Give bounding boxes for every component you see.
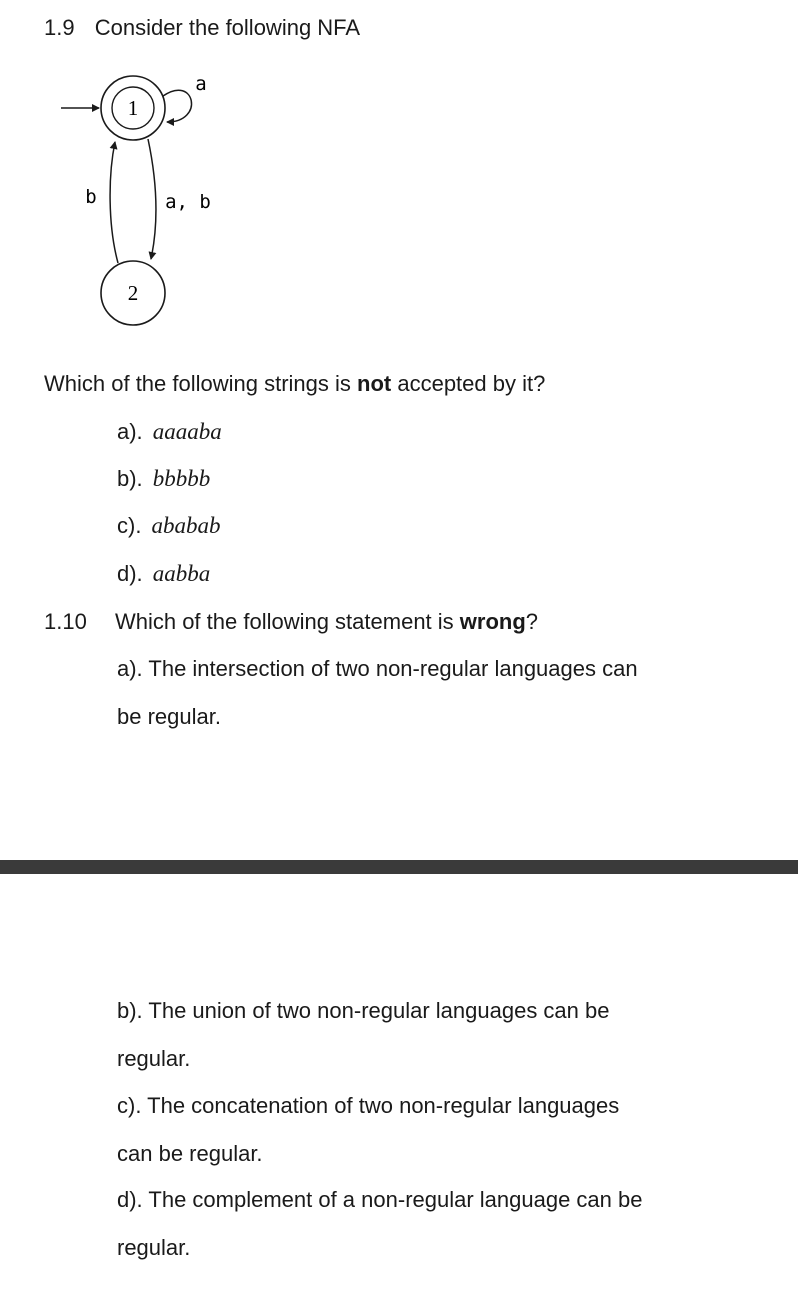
prompt-emphasis: wrong [459, 609, 526, 634]
edge-1-to-2 [148, 139, 156, 259]
option-10c-line2: can be regular. [117, 1141, 263, 1166]
option-a [117, 417, 222, 447]
prompt-text-end: accepted by it? [391, 371, 546, 396]
option-10d-line2: regular. [117, 1235, 191, 1260]
nfa-diagram [55, 66, 225, 336]
option-c [117, 511, 220, 541]
option-value: aaaaba [152, 419, 222, 444]
option-10a-line2: be regular. [117, 704, 221, 729]
option-b [117, 464, 210, 494]
prompt-text-end: ? [525, 609, 539, 634]
self-loop-label: a [195, 73, 207, 95]
prompt-text: Which of the following statement is [114, 609, 460, 634]
option-10c-line1: c). The concatenation of two non-regular languages [117, 1093, 620, 1118]
edge-2-to-1-label: b [85, 186, 97, 208]
option-label: a). [117, 419, 143, 444]
question-1-9-prompt [44, 369, 545, 399]
edge-1-to-2-label: a, b [165, 191, 211, 213]
option-10b-line2: regular. [117, 1046, 191, 1071]
question-number: 1.9 [44, 15, 75, 40]
question-number: 1.10 [44, 609, 87, 634]
question-1-10-header [44, 607, 538, 637]
option-label: c). [117, 513, 142, 538]
option-value: aabba [152, 561, 211, 586]
question-title: Consider the following NFA [94, 15, 361, 40]
prompt-emphasis: not [357, 371, 392, 396]
self-loop-edge [163, 90, 192, 122]
edge-2-to-1 [110, 142, 118, 263]
prompt-text: Which of the following strings is [44, 371, 358, 396]
state-2-label: 2 [127, 281, 139, 305]
option-10a-line1: a). The intersection of two non-regular languages can [117, 656, 638, 681]
option-label: d). [117, 561, 143, 586]
option-10b-line1: b). The union of two non-regular languages can be [117, 998, 610, 1023]
option-d [117, 559, 210, 589]
option-label: b). [117, 466, 143, 491]
question-1-9-header [44, 13, 360, 43]
state-1-label: 1 [127, 96, 139, 120]
option-value: ababab [151, 513, 221, 538]
option-10d-line1: d). The complement of a non-regular language can be [117, 1187, 643, 1212]
option-value: bbbbb [152, 466, 211, 491]
page-divider [0, 860, 798, 874]
